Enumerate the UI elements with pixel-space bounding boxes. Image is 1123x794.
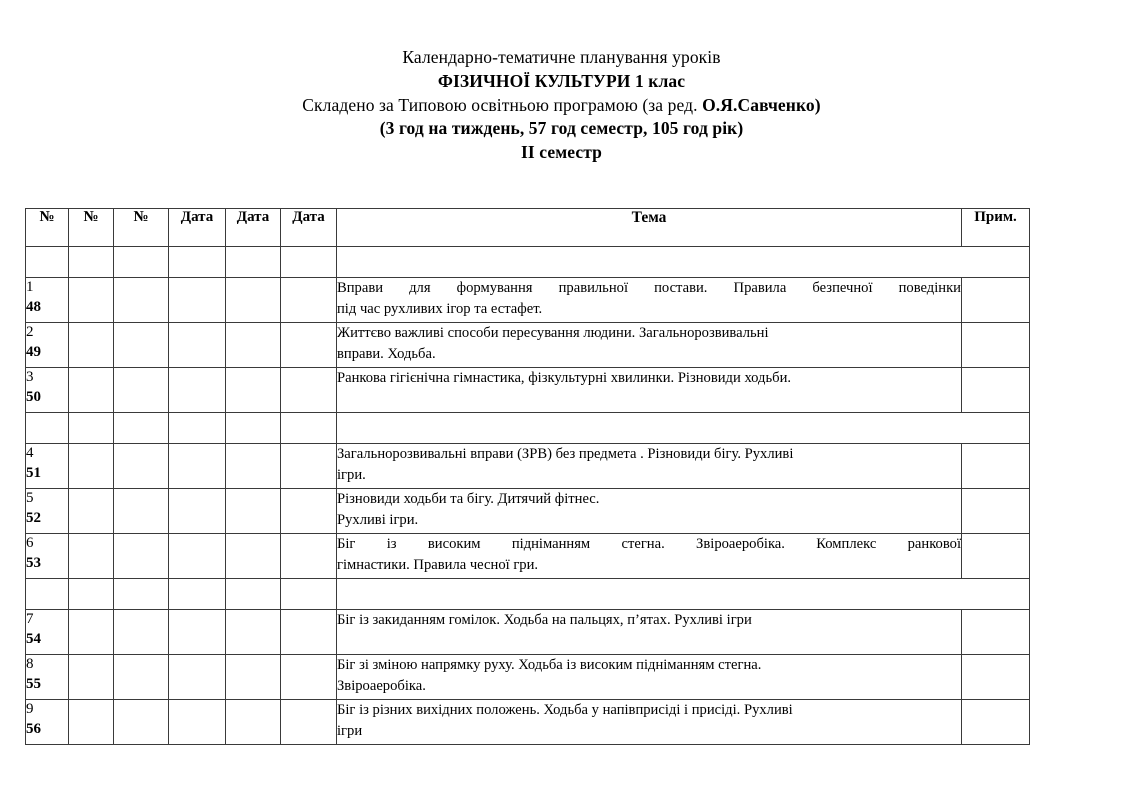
- spacer-cell: [169, 247, 226, 278]
- lesson-theme-cell: [337, 489, 962, 534]
- date-cell-1: [169, 368, 226, 413]
- lesson-theme-cell: [337, 655, 962, 700]
- lesson-number-cell: [26, 368, 69, 413]
- table-spacer-row: [26, 247, 1030, 278]
- header-num-3: №: [114, 209, 169, 247]
- lesson-number-year: 49: [26, 343, 41, 360]
- lesson-number-cell: [26, 278, 69, 323]
- theme-text-line-2: Рухливі ігри.: [337, 512, 419, 529]
- date-cell-2: [226, 655, 281, 700]
- lesson-number-cell: [26, 655, 69, 700]
- spacer-cell: [226, 413, 281, 444]
- tertiary-number-cell: [114, 655, 169, 700]
- date-cell-3: [281, 368, 337, 413]
- lesson-number-year: 48: [26, 298, 41, 315]
- secondary-number-cell: [69, 610, 114, 655]
- tertiary-number-cell: [114, 368, 169, 413]
- spacer-cell: [281, 413, 337, 444]
- theme-text-line-1: Ранкова гігієнічна гімнастика, фізкультурні хвилинки. Різновиди ходьби.: [337, 370, 792, 386]
- lesson-number-cell: [26, 489, 69, 534]
- theme-text-line-2: Звіроаеробіка.: [337, 678, 426, 695]
- lesson-number-semester: 3: [26, 369, 34, 385]
- header-theme: Тема: [337, 209, 962, 247]
- lesson-number-cell: [26, 610, 69, 655]
- lesson-number-semester: 5: [26, 490, 34, 506]
- date-cell-3: [281, 278, 337, 323]
- spacer-cell-wide: [337, 413, 1030, 444]
- theme-text-line-1: Біг із різних вихідних положень. Ходьба у напівприсіді і присіді. Рухливі: [337, 702, 793, 718]
- heading-line-2: ФІЗИЧНОЇ КУЛЬТУРИ 1 клас: [437, 70, 686, 91]
- lesson-theme-cell: [337, 323, 962, 368]
- date-cell-3: [281, 489, 337, 534]
- note-cell: [962, 610, 1030, 655]
- spacer-cell: [26, 247, 69, 278]
- date-cell-3: [281, 444, 337, 489]
- lesson-number-year: 56: [26, 720, 41, 737]
- date-cell-1: [169, 444, 226, 489]
- table-spacer-row: [26, 579, 1030, 610]
- theme-text-line-1: Вправи для формування правильної постави. Правила безпечної поведінки: [337, 280, 961, 296]
- date-cell-3: [281, 700, 337, 745]
- spacer-cell: [281, 247, 337, 278]
- tertiary-number-cell: [114, 444, 169, 489]
- tertiary-number-cell: [114, 489, 169, 534]
- note-cell: [962, 489, 1030, 534]
- spacer-cell: [226, 247, 281, 278]
- theme-text-line-1: Біг із високим підніманням стегна. Звіроаеробіка. Комплекс ранкової: [337, 536, 961, 552]
- lesson-number-semester: 8: [26, 656, 34, 672]
- table-row: [26, 655, 1030, 700]
- lesson-number-cell: [26, 444, 69, 489]
- spacer-cell: [26, 579, 69, 610]
- lesson-theme-cell: [337, 700, 962, 745]
- heading-line-3: [0, 94, 1123, 118]
- secondary-number-cell: [69, 655, 114, 700]
- lesson-number-year: 53: [26, 554, 41, 571]
- note-cell: [962, 655, 1030, 700]
- table-spacer-row: [26, 413, 1030, 444]
- table-row: [26, 444, 1030, 489]
- secondary-number-cell: [69, 700, 114, 745]
- note-cell: [962, 278, 1030, 323]
- date-cell-2: [226, 700, 281, 745]
- theme-text-line-1: Загальнорозвивальні вправи (ЗРВ) без предмета . Різновиди бігу. Рухливі: [337, 446, 794, 462]
- header-row: [26, 209, 1030, 247]
- date-cell-2: [226, 610, 281, 655]
- theme-text-line-2: під час рухливих ігор та естафет.: [337, 301, 543, 318]
- date-cell-3: [281, 610, 337, 655]
- date-cell-2: [226, 278, 281, 323]
- spacer-cell: [26, 413, 69, 444]
- secondary-number-cell: [69, 489, 114, 534]
- heading-line-3-editor: О.Я.Савченко): [702, 94, 821, 115]
- table-row: [26, 489, 1030, 534]
- secondary-number-cell: [69, 368, 114, 413]
- table-row: [26, 368, 1030, 413]
- secondary-number-cell: [69, 444, 114, 489]
- lesson-number-year: 55: [26, 675, 41, 692]
- theme-text-line-2: ігри: [337, 723, 363, 740]
- header-num-2: №: [69, 209, 114, 247]
- heading-line-3-prefix: Складено за Типовою освітньою програмою (за ред.: [302, 94, 703, 115]
- spacer-cell: [69, 413, 114, 444]
- date-cell-2: [226, 444, 281, 489]
- date-cell-1: [169, 610, 226, 655]
- theme-text-line-2: вправи. Ходьба.: [337, 346, 436, 363]
- note-cell: [962, 444, 1030, 489]
- lesson-number-year: 50: [26, 388, 41, 405]
- tertiary-number-cell: [114, 534, 169, 579]
- header-date-2: Дата: [226, 209, 281, 247]
- date-cell-1: [169, 323, 226, 368]
- date-cell-2: [226, 534, 281, 579]
- spacer-cell: [69, 579, 114, 610]
- header-note: Прим.: [962, 209, 1030, 247]
- date-cell-1: [169, 534, 226, 579]
- header-num-1: №: [26, 209, 69, 247]
- date-cell-1: [169, 278, 226, 323]
- date-cell-3: [281, 534, 337, 579]
- table-row: [26, 610, 1030, 655]
- theme-text-line-1: Життєво важливі способи пересування людини. Загальнорозвивальні: [337, 325, 769, 341]
- tertiary-number-cell: [114, 610, 169, 655]
- spacer-cell: [169, 579, 226, 610]
- lesson-plan-table: [25, 208, 1030, 745]
- lesson-number-semester: 2: [26, 324, 34, 340]
- tertiary-number-cell: [114, 278, 169, 323]
- table-row: [26, 700, 1030, 745]
- header-date-3: Дата: [281, 209, 337, 247]
- tertiary-number-cell: [114, 700, 169, 745]
- date-cell-2: [226, 323, 281, 368]
- theme-text-line-1: Біг із закиданням гомілок. Ходьба на пальцях, п’ятах. Рухливі ігри: [337, 612, 752, 628]
- theme-text-line-1: Різновиди ходьби та бігу. Дитячий фітнес.: [337, 491, 600, 507]
- spacer-cell: [69, 247, 114, 278]
- spacer-cell-wide: [337, 247, 1030, 278]
- table-row: [26, 323, 1030, 368]
- lesson-number-semester: 6: [26, 535, 34, 551]
- theme-text-line-1: Біг зі зміною напрямку руху. Ходьба із високим підніманням стегна.: [337, 657, 762, 673]
- note-cell: [962, 700, 1030, 745]
- lesson-number-year: 54: [26, 630, 41, 647]
- date-cell-1: [169, 700, 226, 745]
- note-cell: [962, 534, 1030, 579]
- spacer-cell-wide: [337, 579, 1030, 610]
- secondary-number-cell: [69, 278, 114, 323]
- heading-line-4: (3 год на тиждень, 57 год семестр, 105 год рік): [379, 118, 744, 139]
- lesson-number-year: 52: [26, 509, 41, 526]
- lesson-number-semester: 4: [26, 445, 34, 461]
- date-cell-1: [169, 655, 226, 700]
- header-date-1: Дата: [169, 209, 226, 247]
- heading-line-1: Календарно-тематичне планування уроків: [402, 47, 721, 67]
- document-heading: [0, 0, 1123, 165]
- spacer-cell: [114, 413, 169, 444]
- date-cell-1: [169, 489, 226, 534]
- spacer-cell: [114, 247, 169, 278]
- theme-text-line-2: ігри.: [337, 467, 366, 484]
- secondary-number-cell: [69, 323, 114, 368]
- note-cell: [962, 368, 1030, 413]
- spacer-cell: [226, 579, 281, 610]
- lesson-number-semester: 1: [26, 279, 34, 295]
- lesson-theme-cell: [337, 368, 962, 413]
- lesson-number-cell: [26, 534, 69, 579]
- theme-text-line-2: гімнастики. Правила чесної гри.: [337, 557, 539, 574]
- date-cell-3: [281, 655, 337, 700]
- table-row: [26, 278, 1030, 323]
- lesson-theme-cell: [337, 610, 962, 655]
- spacer-cell: [281, 579, 337, 610]
- lesson-number-cell: [26, 700, 69, 745]
- lesson-theme-cell: [337, 278, 962, 323]
- lesson-theme-cell: [337, 444, 962, 489]
- tertiary-number-cell: [114, 323, 169, 368]
- lesson-number-year: 51: [26, 464, 41, 481]
- date-cell-2: [226, 489, 281, 534]
- table-header: [26, 209, 1030, 247]
- date-cell-3: [281, 323, 337, 368]
- note-cell: [962, 323, 1030, 368]
- plan-table-wrapper: [25, 208, 1029, 745]
- lesson-theme-cell: [337, 534, 962, 579]
- secondary-number-cell: [69, 534, 114, 579]
- table-row: [26, 534, 1030, 579]
- date-cell-2: [226, 368, 281, 413]
- spacer-cell: [169, 413, 226, 444]
- lesson-number-semester: 7: [26, 611, 34, 627]
- spacer-cell: [114, 579, 169, 610]
- lesson-number-cell: [26, 323, 69, 368]
- heading-line-5: II семестр: [521, 142, 602, 163]
- table-body: [26, 247, 1030, 745]
- lesson-number-semester: 9: [26, 701, 34, 717]
